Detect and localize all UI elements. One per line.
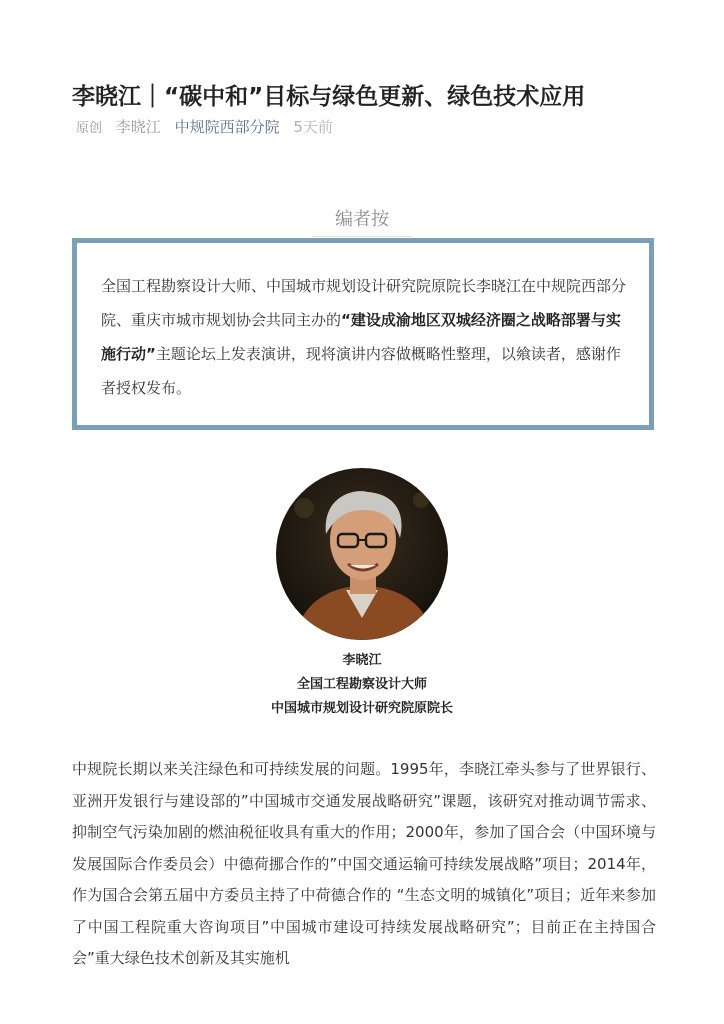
portrait-illustration — [276, 468, 448, 640]
editor-note-text-part2: 主题论坛上发表演讲，现将演讲内容做概略性整理，以飨读者，感谢作者授权发布。 — [101, 345, 621, 397]
author-name: 李晓江 — [115, 118, 161, 136]
editor-note-divider — [312, 236, 412, 237]
editor-note-box — [72, 238, 654, 430]
article-meta — [76, 114, 342, 142]
portrait-caption-title2: 中国城市规划设计研究院原院长 — [270, 701, 453, 716]
editor-note-text — [101, 269, 629, 405]
portrait-caption-title1: 全国工程勘察设计大师 — [296, 677, 427, 692]
portrait-caption-name: 李晓江 — [342, 653, 382, 668]
original-tag: 原创 — [76, 121, 103, 136]
editor-note-forum-name: “建设成渝地区双城经济圈之战略部署与实施行动” — [101, 311, 621, 363]
body-paragraph: 中规院长期以来关注绿色和可持续发展的问题。1995年，李晓江牵头参与了世界银行、亚洲开发银行与建设部的”中国城市交通发展战略研究”课题，该研究对推动调节需求、抑制空气污染加剧的燃油税征收具有重大的作用；2000年，参加了国合会（中国环境与发展国际合作委员会）中德荷挪合作的”中国交通运输可持续发展战略”项目；2014年，作为国合会第五届中方委员主持了中荷德合作的 “生态文明的城镇化”项目；近年来参加了中国工程院重大咨询项目”中国城市建设可持续发展战略研究”；目前正在主持国合会”重大绿色技术创新及其实施机 — [72, 760, 656, 967]
account-link[interactable]: 中规院西部分院 — [174, 118, 280, 136]
editor-note-label: 编者按 — [335, 209, 389, 230]
publish-time: 5天前 — [293, 118, 333, 136]
editor-note-text-part1: 全国工程勘察设计大师、中国城市规划设计研究院原院长李晓江在中规院西部分院、重庆市城市规划协会共同主办的 — [101, 277, 627, 329]
speaker-portrait-image — [276, 468, 448, 640]
article-title: 李晓江｜“碳中和”目标与绿色更新、绿色技术应用 — [72, 84, 586, 111]
